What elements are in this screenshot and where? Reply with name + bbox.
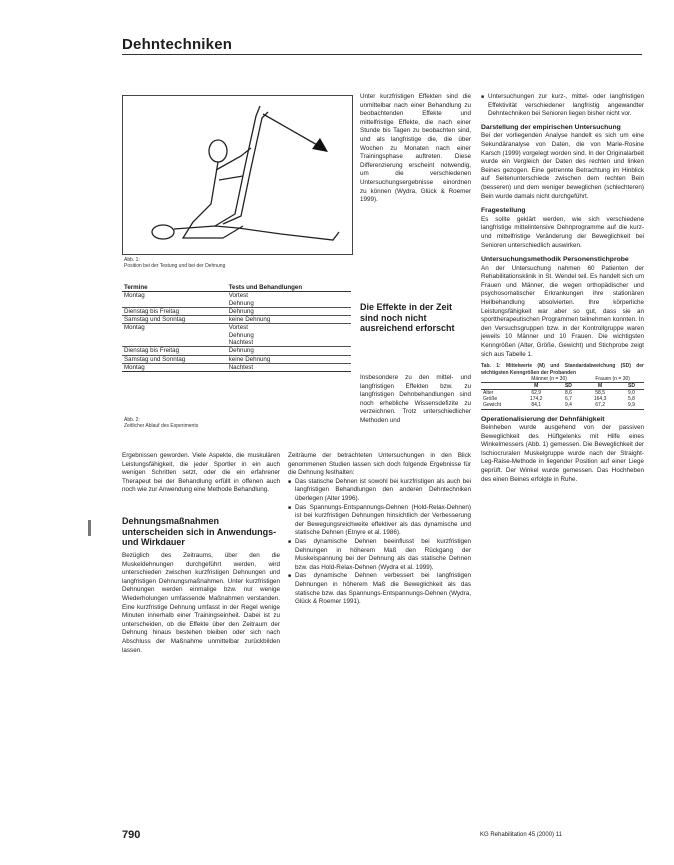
page-number: 790 — [122, 829, 141, 841]
paragraph-method: An der Untersuchung nahmen 60 Patienten der Rehabilitationsklinik in St. Wendel teil. Es handelt sich um Frauen und Männer, die wegen orthopädischer und psychosomatischer Erkrankungen ihre stationären Heilbehandlung absolvierten. Ihre körperliche Leistungsfähigkeit war aber so gut, dass sie an sporttherapeutischen Programmen teilnehmen konnten. In den Versuchsgruppen bzw. in der Kontrollgruppe waren jeweils 10 Männer und 10 Frauen. Die wichtigsten Kenngrößen (Alter, Größe, Gewicht) und Stichprobe zeigt sich aus Tabelle 1. — [481, 264, 644, 358]
section-heading-operationalisation: Operationalisierung der Dehnfähigkeit — [481, 415, 605, 423]
table-row-label: Alter — [483, 390, 494, 397]
schedule-day: Dienstag bis Freitag — [122, 347, 227, 355]
table-cell: 58,5 — [595, 390, 605, 397]
table-corner-cell — [481, 376, 517, 383]
list-item: ■ Das statische Dehnen ist sowohl bei kurzfristigen als auch bei langfristigen Behandlungen den anderen Dehntechniken überlegen (Alter 1996). — [288, 478, 471, 504]
table-sub-header: SD — [628, 383, 635, 390]
schedule-items — [227, 292, 351, 308]
table-group-header: Frauen (n = 30) — [595, 376, 630, 383]
left-column-text: Bezüglich des Zeitraums, über den die Muskeldehnungen durchgeführt werden, wird unterschieden zwischen kurzfristigen Dehnungen und langfristigen Dehnungsmaßnahmen. Unter kurzfristigen Dehnungen werden einmalige bzw. nur wenige Wiederholungen umfassende Maßnahmen verstanden. Eine kurzfristige Dehnung umfasst in der Regel wenige Minuten innerhalb einer Trainingseinheit. Dabei ist zu unterscheiden, ob die Effekte über den Zeitraum der Dehnung hinaus bestehen bleiben oder sich nach Abschluss der Maßnahme unmittelbar zurückbilden lassen. — [122, 552, 280, 654]
schedule-header-termine: Termine — [122, 284, 227, 292]
schedule-item: Dehnung — [228, 331, 254, 339]
raised-leg — [215, 106, 260, 226]
schedule-item: Vortest — [228, 292, 248, 300]
list-item: ■ Das dynamische Dehnen verbessert bei langfristigen Dehnungen in höherem Maß die Beweglichkeit als das statische bzw. das Spannungs-Entspannungs-Dehnen (Wydra, Glück & Roemer 1991). — [288, 572, 471, 606]
schedule-item: keine Dehnung — [227, 316, 351, 324]
table-1-caption: Tab. 1: Mittelwerte (M) und Standardabweichung (SD) der wichtigsten Kenngrößen der Probanden — [481, 363, 644, 376]
schedule-header-row — [122, 284, 351, 292]
middle-column-cont-paragraph: Zeiträume der betrachteten Untersuchungen in den Blick genommenen Studien lassen sich doch folgende Ergebnisse für die Dehnung festhalten: — [288, 452, 471, 477]
middle-column-continuation — [288, 452, 471, 607]
schedule-day: Dienstag bis Freitag — [122, 307, 227, 315]
figure-1-caption-text: Position bei der Testung und bei der Dehnung — [124, 263, 226, 270]
paragraph-empirical: Bei der vorliegenden Analyse handelt es sich um eine Sekundäranalyse von Daten, die von Marie-Rosine Karsch (1999) vorgelegt worden sind. In der Originalarbeit wurde ein Vergleich der Daten des rechten und linken Beines gezogen. Eine getrennte Betrachtung im Hinblick auf Seitenunterschiede zwischen dem rechten Bein (besseren) und dem weniger beweglichen (schlechteren) Bein wurde damals nicht durchgeführt. — [481, 132, 644, 200]
middle-column-text: Insbesondere zu den mittel- und langfristigen Effekten bzw. zu langfristigen Dehnbehandlungen sind noch erhebliche Wissensdefizite zu verzeichnen. Trotz unterschiedlicher Methoden und — [360, 374, 471, 424]
table-row — [481, 402, 644, 409]
table-row — [122, 292, 351, 308]
section-heading-method: Untersuchungsmethodik Personenstichprobe — [481, 256, 629, 264]
table-row — [481, 383, 644, 390]
subject-table — [481, 376, 644, 409]
lying-person-head — [152, 225, 174, 239]
paragraph-operationalisation: Beinheben wurde ausgehend von der passiven Beweglichkeit des Hüftgelenks mit Hilfe eines Winkelmessers (Abb. 1) gemessen. Die Beweglichkeit der Ischiocruralen Muskelgruppe wurde nach der Straight-Leg-Raise-Methode in liegender Position auf einer Liege geprüft. Der Winkel wurde gemessen. Das Hochheben des einen Beines erfolgte in Ruhe. — [481, 424, 644, 483]
section-heading-question: Fragestellung — [481, 207, 526, 215]
table-cell: 6,7 — [564, 396, 572, 403]
raised-leg-back — [223, 112, 268, 224]
journal-footer: KG Rehabilitation 45 (2000) 11 — [480, 832, 562, 838]
schedule-item: Dehnung — [228, 299, 254, 307]
table-row — [122, 307, 351, 315]
table-cell: 62,9 — [531, 390, 542, 397]
table-corner-cell — [481, 383, 517, 390]
schedule-item: Vortest — [228, 324, 248, 332]
middle-column-top-text: Unter kurzfristigen Effekten sind die unmittelbar nach einer Behandlung zu beobachtenden Effekte und mittelfristige Effekte, die nach einer Stunde bis Tagen zu beobachten sind, und als langfristige die, die über Wochen zu Monaten nach einer Trainingsphase auftreten. Diese Differenzierung erscheint notwendig, um die verschiedenen Untersuchungsergebnisse einordnen zu können (Wydra, Glück & Roemer 1999). — [360, 93, 471, 204]
stretching-pose-illustration — [123, 96, 352, 254]
paragraph-question: Es sollte geklärt werden, wie sich verschiedene langfristige mittelintensive Dehnprogramme auf die kurz- und mittelfristige Veränderung der Beweglichkeit bei Senioren unterschiedlich auswirken. — [481, 215, 644, 249]
helper-arm — [216, 148, 251, 170]
table-cell: 67,2 — [595, 402, 605, 409]
table-row-label: Gewicht — [483, 402, 502, 409]
header-rule — [122, 54, 642, 55]
schedule-table — [122, 284, 351, 371]
schedule-table-box — [122, 284, 351, 372]
table-cell: 8,6 — [564, 390, 572, 397]
figure-1-caption — [124, 257, 353, 270]
schedule-day: Montag — [122, 292, 227, 308]
left-column-heading: Dehnungsmaßnahmen unterscheiden sich in Anwendungs- und Wirkdauer — [122, 516, 277, 547]
table-row-label: Größe — [483, 396, 498, 403]
schedule-day: Samstag und Sonntag — [122, 316, 227, 324]
list-item: ■ Das dynamische Dehnen beeinflusst bei kurzfristigen Dehnungen in höherem Maß den Rückgang der Muskelspannung bei der Dehnung als das statische Dehnen bzw. das Hold-Relax-Dehnen (Wydra et al. 1999). — [288, 538, 471, 572]
list-item: ■ Untersuchungen zur kurz-, mittel- oder langfristigen Effektivität verschiedener langfristig angewandter Dehntechniken bei Senioren liegen bisher nicht vor. — [481, 93, 644, 119]
schedule-items — [227, 324, 351, 347]
direction-arrow-head — [312, 138, 328, 152]
figure-1-caption-title: Abb. 1: — [124, 257, 140, 263]
helper-head — [209, 140, 227, 162]
table-cell: 84,1 — [531, 402, 542, 409]
figure-1-stretching-illustration — [122, 95, 353, 255]
list-item: ■ Das Spannungs-Entspannungs-Dehnen (Hold-Relax-Dehnen) ist bei kurzfristigen Dehnungen hinsichtlich der Verbesserung der Bewegungsreichweite effektiver als das dynamische und statische Dehnen (Etnyre et al. 1986). — [288, 504, 471, 538]
right-column — [481, 93, 644, 484]
table-sub-header: SD — [564, 383, 572, 390]
schedule-item: keine Dehnung — [227, 355, 351, 363]
table-row — [481, 376, 644, 383]
table-row — [122, 355, 351, 363]
direction-arrow-line — [263, 114, 319, 146]
helper-arm-lower — [219, 176, 243, 180]
table-cell: 164,3 — [593, 396, 607, 403]
table-sub-header: M — [534, 383, 539, 390]
figure-2-caption — [124, 417, 353, 430]
table-cell: 9,0 — [628, 390, 635, 397]
schedule-day: Montag — [124, 363, 145, 371]
table-row — [122, 324, 351, 347]
section-heading-empirical: Darstellung der empirischen Untersuchung — [481, 123, 621, 131]
table-cell: 9,9 — [628, 402, 635, 409]
schedule-day: Samstag und Sonntag — [122, 355, 227, 363]
table-row — [122, 347, 351, 355]
figure-2-caption-title: Abb. 2: — [124, 417, 140, 423]
table-row — [122, 363, 351, 371]
left-column-intro: Ergebnissen geworden. Viele Aspekte, die muskulären Leistungsfähigkeit, die jeder Sportler in ein auch wenigen Schritten setzt, oder die ein erfahrener Therapeut bei der Behandlung erfüllt in offenen auch noch wie zur Anwendung eine Methode Behandlung. — [122, 452, 280, 494]
figure-2-caption-text: Zeitlicher Ablauf des Experiments — [124, 423, 199, 430]
table-cell: 9,4 — [564, 402, 572, 409]
schedule-day: Montag — [122, 324, 227, 347]
schedule-item: Nachtest — [228, 363, 254, 371]
binding-edge-mark — [88, 520, 91, 536]
table-row — [481, 390, 644, 397]
middle-column-heading: Die Effekte in der Zeit sind noch nicht ausreichend erforscht — [360, 302, 455, 333]
table-cell: 174,2 — [529, 396, 543, 403]
schedule-item: Dehnung — [227, 347, 351, 355]
table-sub-header: M — [598, 383, 603, 390]
schedule-item: Nachtest — [228, 339, 254, 347]
table-row — [122, 316, 351, 324]
page-header-title: Dehntechniken — [122, 36, 233, 53]
schedule-item: Dehnung — [227, 307, 351, 315]
schedule-header-tests: Tests und Behandlungen — [227, 284, 351, 292]
table-cell: 5,8 — [628, 396, 635, 403]
table-group-header: Männer (n = 30) — [531, 376, 567, 383]
